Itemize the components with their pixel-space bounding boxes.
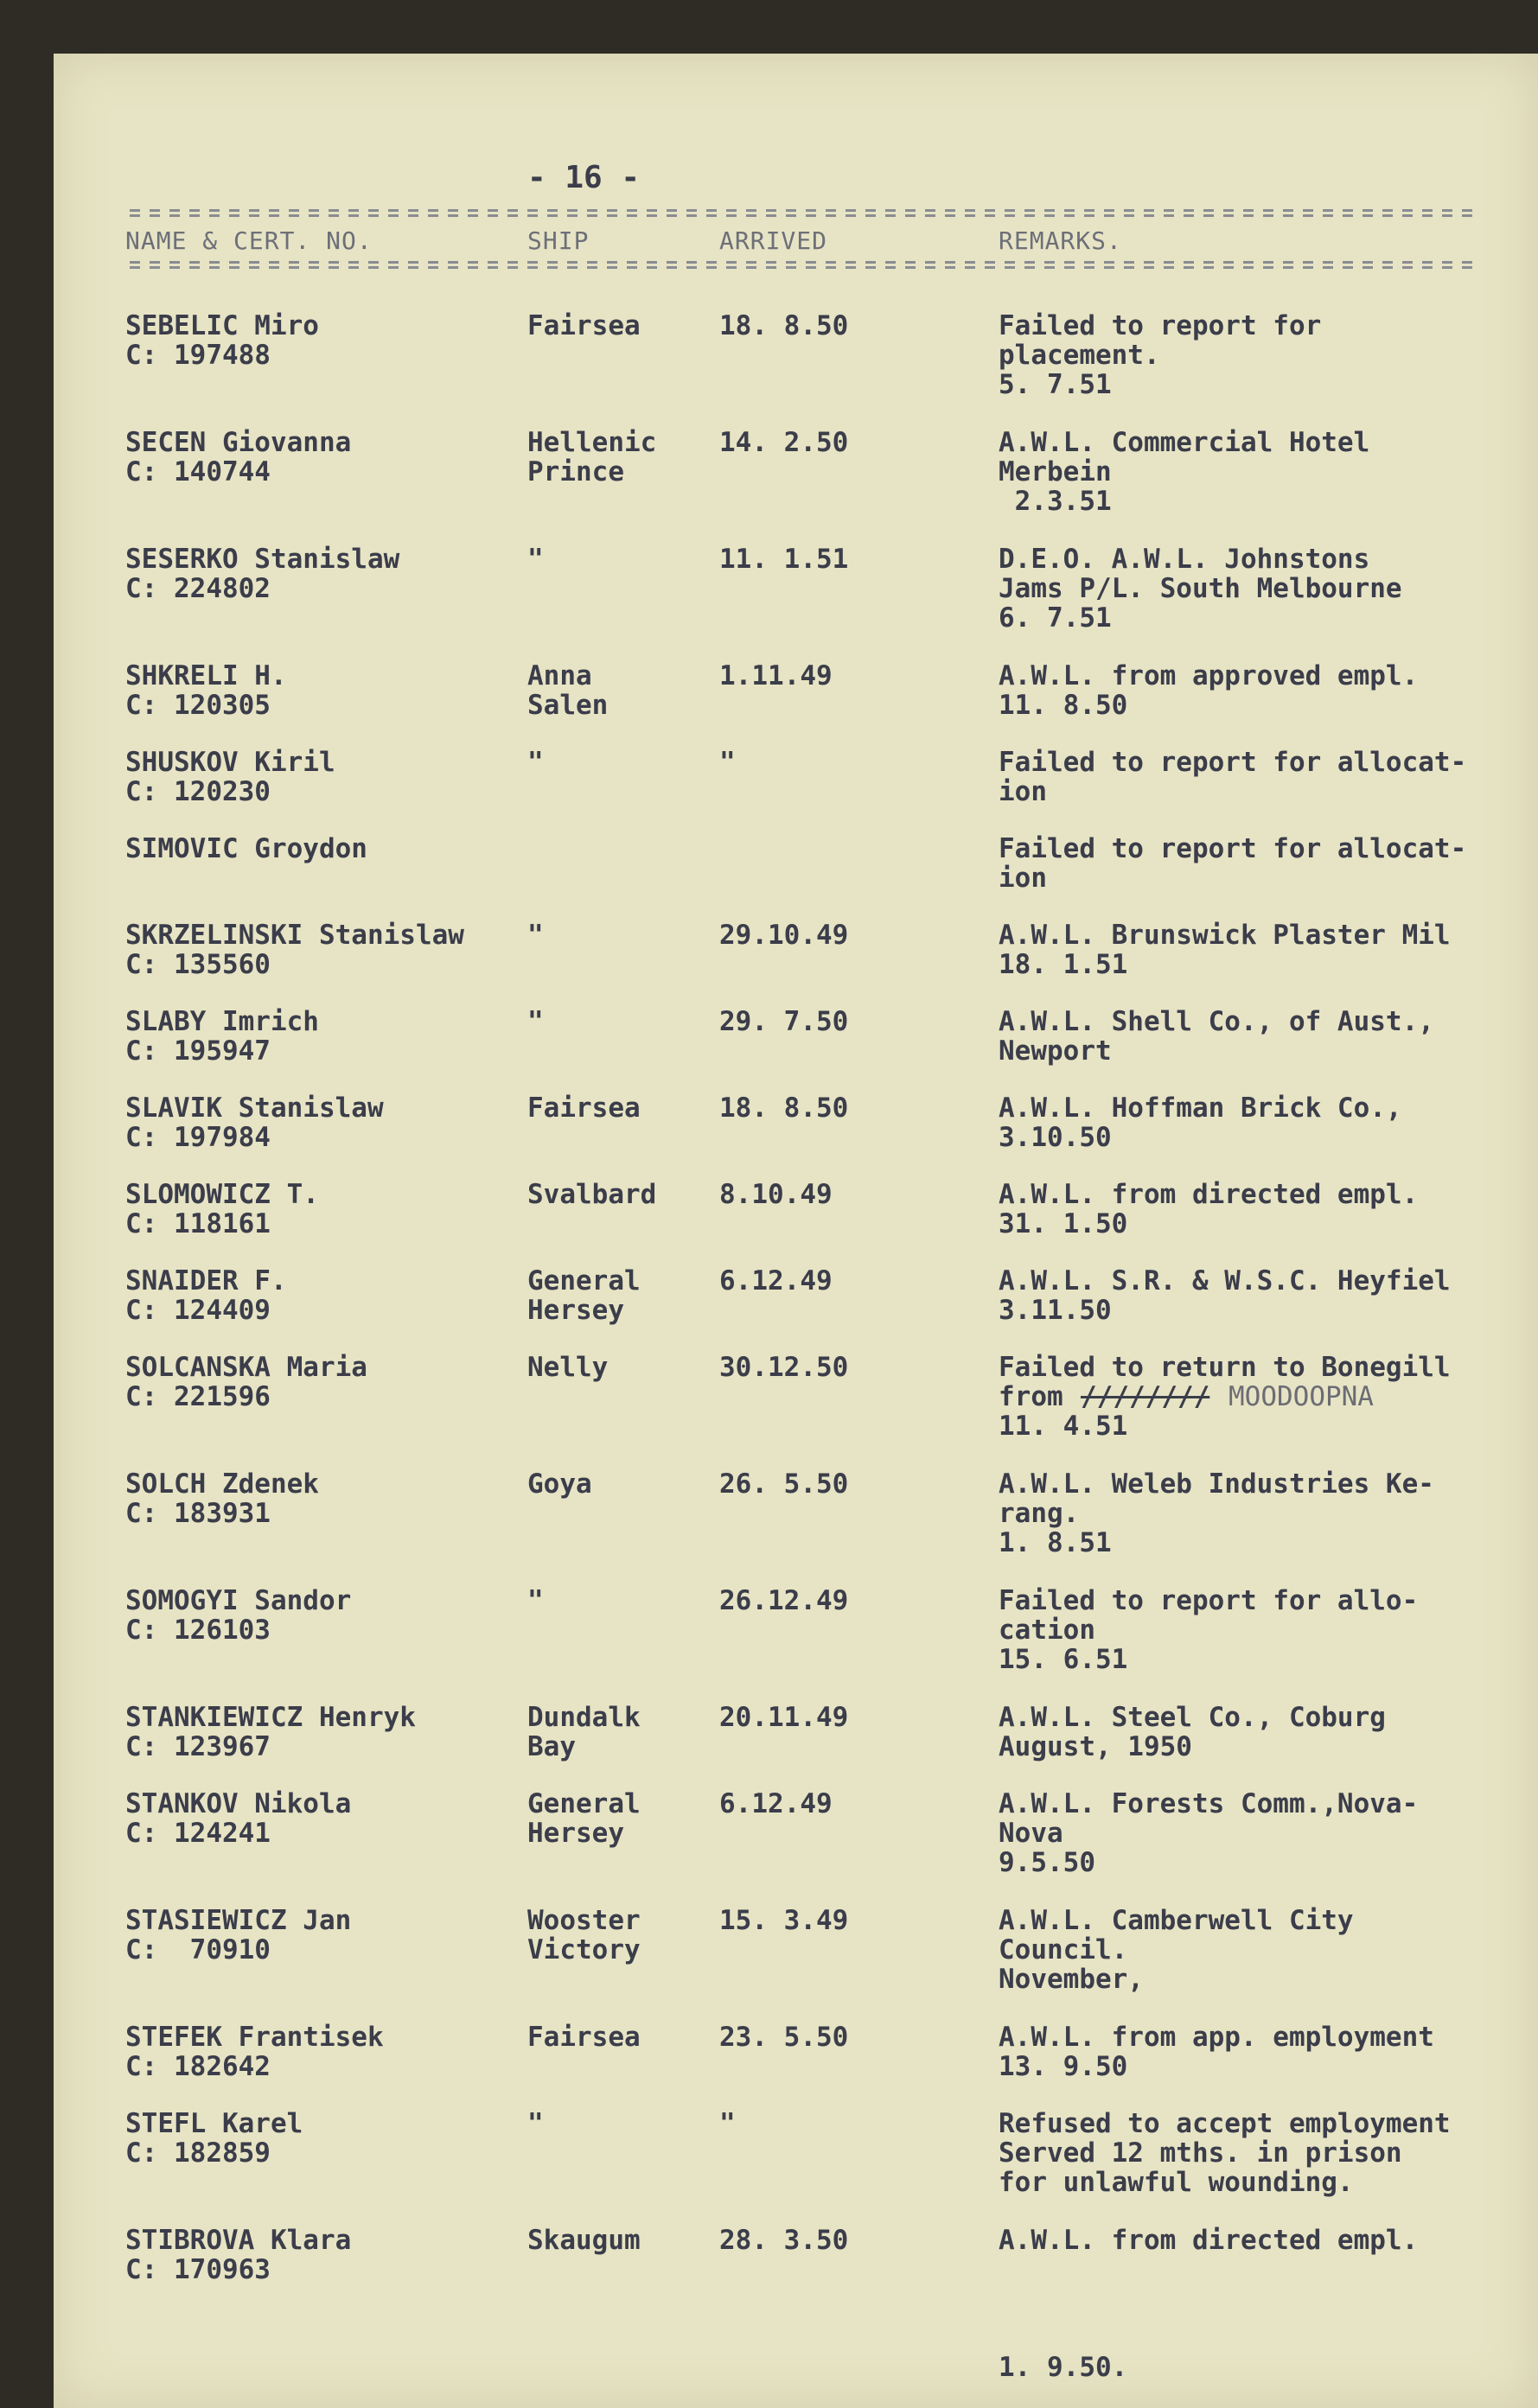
entry-remarks-line: Newport (999, 1035, 1112, 1067)
entry-remarks-line: Failed to report for allo- (999, 1585, 1419, 1616)
entry-remarks-line: A.W.L. Steel Co., Coburg (999, 1702, 1386, 1733)
entry-name: SOMOGYI Sandor (125, 1585, 352, 1616)
entry-remarks-line: Nova (999, 1818, 1063, 1849)
entry-name: SLAVIK Stanislaw (125, 1093, 384, 1124)
entry-cert: C: 120305 (125, 690, 271, 721)
entry-name: SESERKO Stanislaw (125, 544, 400, 575)
entry-ship: " (527, 544, 544, 575)
header-rule-bottom (130, 261, 1478, 275)
entry-name: SOLCH Zdenek (125, 1468, 319, 1500)
entry-name: SHKRELI H. (125, 660, 287, 691)
entry-remarks-line: 31. 1.50 (999, 1208, 1128, 1239)
entry-remarks-line: 11. 4.51 (999, 1411, 1128, 1442)
entry-ship: Svalbard (527, 1179, 657, 1210)
entry-remarks-line: 3.11.50 (999, 1295, 1112, 1326)
entry-remarks-line: 15. 6.51 (999, 1644, 1128, 1675)
entry-remarks-line: 2.3.51 (999, 486, 1112, 517)
entry-remarks-line: Failed to report for allocat- (999, 833, 1467, 864)
header-ship: SHIP (527, 226, 590, 255)
entry-name: SLOMOWICZ T. (125, 1179, 319, 1210)
entry-name: STANKIEWICZ Henryk (125, 1702, 416, 1733)
entry-remarks-line: A.W.L. Hoffman Brick Co., (999, 1093, 1402, 1124)
entry-ship: " (527, 1585, 544, 1616)
entry-cert: C: 197488 (125, 340, 271, 371)
header-rule-top (130, 209, 1478, 223)
entry-ship: " (527, 747, 544, 778)
entry-ship-line2: Salen (527, 690, 609, 721)
entry-name: SOLCANSKA Maria (125, 1352, 367, 1383)
entry-ship: Skaugum (527, 2225, 641, 2256)
entry-remarks-line: cation (999, 1615, 1095, 1646)
entry-arrived: 26.12.49 (719, 1585, 849, 1616)
entry-arrived: " (719, 2108, 736, 2139)
entry-remarks-line: D.E.O. A.W.L. Johnstons (999, 544, 1370, 575)
entry-name: SNAIDER F. (125, 1265, 287, 1296)
entry-remarks-line: November, (999, 1964, 1144, 1995)
entry-ship: General (527, 1265, 641, 1296)
entry-arrived: 18. 8.50 (719, 310, 849, 341)
entry-name: SECEN Giovanna (125, 427, 352, 458)
entry-remarks-line: 11. 8.50 (999, 690, 1128, 721)
entry-remarks-line: A.W.L. Weleb Industries Ke- (999, 1468, 1434, 1500)
entry-remarks-line: A.W.L. from approved empl. (999, 660, 1419, 691)
entry-arrived: 1.11.49 (719, 660, 833, 691)
entry-cert: C: 70910 (125, 1934, 271, 1965)
entry-remarks-line: rang. (999, 1498, 1080, 1529)
entry-name: STANKOV Nikola (125, 1788, 352, 1819)
entry-ship-line2: Bay (527, 1731, 576, 1762)
entry-remarks-line: Failed to return to Bonegill (999, 1352, 1451, 1383)
entry-remarks-line: 9.5.50 (999, 1847, 1095, 1878)
entry-ship: Wooster (527, 1905, 641, 1936)
entry-arrived: 6.12.49 (719, 1788, 833, 1819)
entry-remarks-struck: //////// (1081, 1381, 1210, 1412)
entry-cert: C: 124409 (125, 1295, 271, 1326)
entry-ship: Fairsea (527, 310, 641, 341)
entry-remarks-line: A.W.L. Forests Comm.,Nova- (999, 1788, 1419, 1819)
entry-name: SHUSKOV Kiril (125, 747, 335, 778)
entry-remarks-line: Merbein (999, 456, 1112, 487)
entry-cert: C: 140744 (125, 456, 271, 487)
entry-remarks-line: A.W.L. Shell Co., of Aust., (999, 1006, 1434, 1037)
entry-ship-line2: Hersey (527, 1818, 624, 1849)
entry-arrived: 15. 3.49 (719, 1905, 849, 1936)
entry-remarks-line: 13. 9.50 (999, 2051, 1128, 2082)
entry-remarks-line: for unlawful wounding. (999, 2167, 1354, 2198)
entry-cert: C: 182859 (125, 2137, 271, 2169)
entry-remarks-line: August, 1950 (999, 1731, 1192, 1762)
entry-remarks-line: 3.10.50 (999, 1122, 1112, 1153)
trailing-date: 1. 9.50. (999, 2352, 1128, 2383)
entry-ship: " (527, 2108, 544, 2139)
entry-arrived: 29. 7.50 (719, 1006, 849, 1037)
entry-arrived: 29.10.49 (719, 920, 849, 951)
entry-remarks-place: MOODOOPNA (1228, 1381, 1374, 1412)
entry-remarks-line: Council. (999, 1934, 1128, 1965)
entry-name: SLABY Imrich (125, 1006, 319, 1037)
entry-ship-line2: Hersey (527, 1295, 624, 1326)
entry-cert: C: 124241 (125, 1818, 271, 1849)
entry-remarks-line: 6. 7.51 (999, 602, 1112, 634)
entry-remarks-line: A.W.L. from directed empl. (999, 2225, 1419, 2256)
document-page (54, 54, 1538, 2408)
entry-arrived: 14. 2.50 (719, 427, 849, 458)
entry-remarks-line: A.W.L. from directed empl. (999, 1179, 1419, 1210)
entry-remarks-line: Jams P/L. South Melbourne (999, 573, 1402, 604)
entry-arrived: 26. 5.50 (719, 1468, 849, 1500)
entry-remarks-line: 1. 8.51 (999, 1527, 1112, 1558)
entry-remarks-line: ion (999, 863, 1047, 894)
header-remarks: REMARKS. (999, 226, 1122, 255)
entry-arrived: 8.10.49 (719, 1179, 833, 1210)
entry-remarks-line: A.W.L. Commercial Hotel (999, 427, 1370, 458)
entry-remarks-line: ion (999, 776, 1047, 807)
entry-remarks-line: 5. 7.51 (999, 369, 1112, 400)
entry-cert: C: 135560 (125, 949, 271, 980)
header-name: NAME & CERT. NO. (125, 226, 373, 255)
entry-cert: C: 197984 (125, 1122, 271, 1153)
entry-remarks-line: Refused to accept employment (999, 2108, 1451, 2139)
entry-ship: Fairsea (527, 2022, 641, 2053)
header-arrived: ARRIVED (719, 226, 828, 255)
entry-remarks-line: A.W.L. from app. employment (999, 2022, 1434, 2053)
entry-remarks-line: placement. (999, 340, 1160, 371)
entry-ship: " (527, 920, 544, 951)
entry-arrived: 23. 5.50 (719, 2022, 849, 2053)
entry-cert: C: 224802 (125, 573, 271, 604)
entry-arrived: 6.12.49 (719, 1265, 833, 1296)
entry-name: STASIEWICZ Jan (125, 1905, 352, 1936)
entry-cert: C: 123967 (125, 1731, 271, 1762)
entry-cert: C: 118161 (125, 1208, 271, 1239)
entry-ship: Goya (527, 1468, 592, 1500)
entry-cert: C: 120230 (125, 776, 271, 807)
entry-arrived: 18. 8.50 (719, 1093, 849, 1124)
entry-remarks-line: A.W.L. Camberwell City (999, 1905, 1354, 1936)
entry-remarks-from: from (999, 1381, 1063, 1412)
entry-remarks-line: A.W.L. S.R. & W.S.C. Heyfiel (999, 1265, 1451, 1296)
entry-name: SKRZELINSKI Stanislaw (125, 920, 464, 951)
entry-name: STEFEK Frantisek (125, 2022, 384, 2053)
entry-arrived: 30.12.50 (719, 1352, 849, 1383)
entry-cert: C: 183931 (125, 1498, 271, 1529)
entry-arrived: 28. 3.50 (719, 2225, 849, 2256)
entry-cert: C: 170963 (125, 2254, 271, 2285)
entry-arrived: 11. 1.51 (719, 544, 849, 575)
entry-remarks-line: 18. 1.51 (999, 949, 1128, 980)
entry-remarks-line: A.W.L. Brunswick Plaster Mil (999, 920, 1451, 951)
entry-ship: Nelly (527, 1352, 609, 1383)
entry-ship: Anna (527, 660, 592, 691)
entry-ship: Hellenic (527, 427, 657, 458)
entry-cert: C: 182642 (125, 2051, 271, 2082)
entry-ship-line2: Prince (527, 456, 624, 487)
entry-ship-line2: Victory (527, 1934, 641, 1965)
entry-name: STEFL Karel (125, 2108, 303, 2139)
entry-arrived: " (719, 747, 736, 778)
entry-ship: Fairsea (527, 1093, 641, 1124)
entry-ship: General (527, 1788, 641, 1819)
entry-name: SIMOVIC Groydon (125, 833, 367, 864)
entry-arrived: 20.11.49 (719, 1702, 849, 1733)
entry-remarks-line: Failed to report for allocat- (999, 747, 1467, 778)
page-number: - 16 - (527, 160, 641, 195)
entry-cert: C: 126103 (125, 1615, 271, 1646)
entry-name: SEBELIC Miro (125, 310, 319, 341)
entry-remarks-line: Served 12 mths. in prison (999, 2137, 1402, 2169)
entry-ship: Dundalk (527, 1702, 641, 1733)
entry-cert: C: 195947 (125, 1035, 271, 1067)
entry-ship: " (527, 1006, 544, 1037)
entry-name: STIBROVA Klara (125, 2225, 352, 2256)
entry-remarks-line: Failed to report for (999, 310, 1322, 341)
entry-cert: C: 221596 (125, 1381, 271, 1412)
